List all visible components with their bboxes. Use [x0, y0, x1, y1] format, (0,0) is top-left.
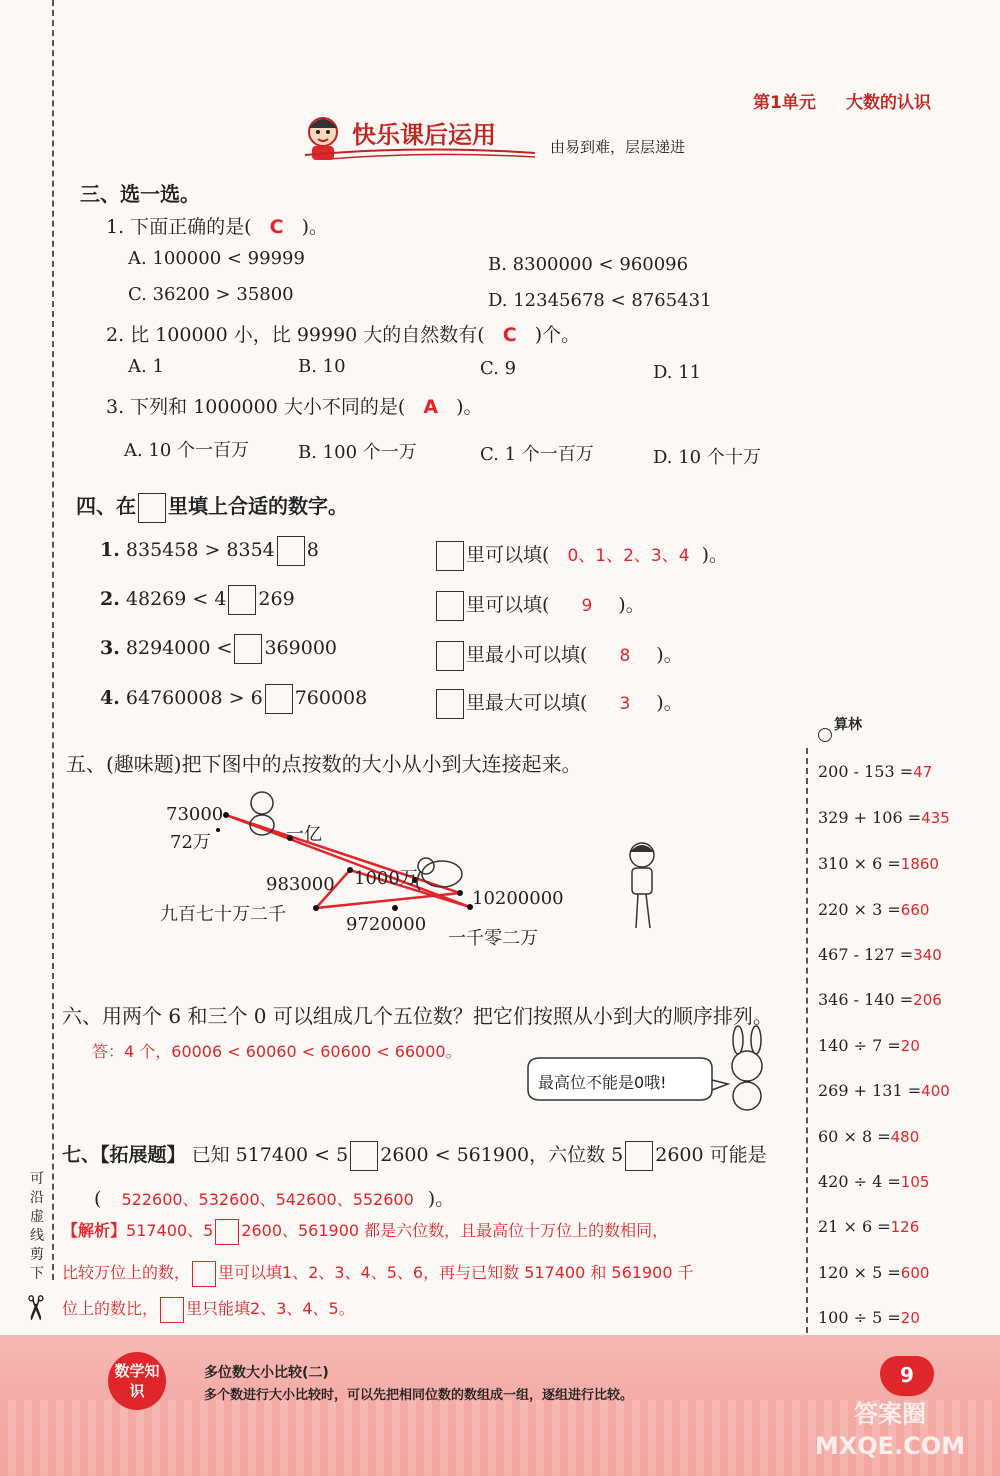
point-label-10200000: 10200000 [472, 888, 564, 909]
s7-paren-close: )。 [427, 1188, 455, 1210]
point-label-9720000: 9720000 [346, 914, 427, 935]
footer-text: 多个数进行大小比较时，可以先把相同位数的数组成一组，逐组进行比较。 [204, 1388, 634, 1403]
calc-answer: 340 [913, 946, 942, 964]
s4-left: 835458 > 8354 [125, 539, 275, 561]
calc-answer: 206 [913, 991, 942, 1009]
calc-answer: 480 [890, 1128, 920, 1146]
calc-row [818, 990, 942, 1009]
s4-hint: 里可以填( [466, 594, 550, 616]
analysis-box [160, 1297, 184, 1323]
calc-question: 310 × 6 = [818, 854, 901, 873]
q3-option-d: D. 10 个十万 [653, 447, 761, 468]
calc-answer: 400 [921, 1082, 950, 1100]
calc-question: 346 - 140 = [818, 990, 914, 1009]
point-label-73000: 73000 [166, 804, 224, 825]
boy-icon [630, 843, 654, 928]
dot-9720000 [392, 905, 398, 911]
section7-title: 七、【拓展题】 [62, 1144, 186, 1166]
calc-row [818, 1127, 919, 1146]
q3-stem-text: 3. 下列和 1000000 大小不同的是( [106, 396, 406, 418]
q2-answer: C [502, 324, 517, 346]
s4-num: 3. [100, 637, 120, 659]
calc-row [818, 762, 932, 781]
calc-answer: 20 [900, 1309, 920, 1327]
analysis-line-3 [62, 1296, 355, 1323]
analysis-line-2 [62, 1260, 694, 1287]
calc-answer: 47 [913, 763, 933, 781]
q2-option-b: B. 10 [298, 356, 346, 377]
dot-72wan [216, 828, 220, 832]
calc-question: 60 × 8 = [818, 1127, 891, 1146]
calc-answer: 660 [900, 901, 930, 919]
analysis-1b: 2600、561900 都是六位数，且最高位十万位上的数相同， [241, 1221, 669, 1240]
unit-title: 大数的认识 [846, 93, 931, 113]
section4-title-post: 里填上合适的数字。 [168, 494, 348, 518]
calc-ring-icon [818, 728, 832, 742]
calc-answer: 600 [900, 1264, 930, 1282]
calc-question: 140 ÷ 7 = [818, 1036, 901, 1055]
dot-73000 [223, 812, 229, 818]
calc-answer: 105 [900, 1173, 930, 1191]
calc-answer: 1860 [900, 855, 939, 873]
analysis-3a: 位上的数比， [62, 1299, 159, 1318]
calc-question: 269 + 131 = [818, 1081, 922, 1100]
q1-option-a: A. 100000 < 99999 [128, 248, 305, 269]
calc-question: 200 - 153 = [818, 762, 914, 781]
scissors-icon: ✂ [14, 1293, 55, 1323]
section6-answer: 答：4 个，60006 < 60060 < 60600 < 66000。 [92, 1042, 462, 1061]
q3-end: )。 [456, 396, 483, 418]
s4-answer: 0、1、2、3、4 [567, 546, 690, 566]
watermark: 答案圈 MXQE.COM [814, 1400, 966, 1460]
calc-title: 算林 [834, 717, 862, 733]
unit-label: 第1单元 [753, 93, 816, 113]
section6-title: 六、用两个 6 和三个 0 可以组成几个五位数？把它们按照从小到大的顺序排列。 [62, 1004, 773, 1028]
analysis-box [215, 1219, 239, 1245]
q3-answer: A [423, 396, 439, 418]
section7-stem1: 已知 517400 < 5 [191, 1144, 349, 1166]
calc-row [818, 945, 942, 964]
section7-answer [94, 1184, 454, 1211]
banner-title: 快乐课后运用 [352, 121, 496, 149]
calc-question: 220 × 3 = [818, 900, 901, 919]
s4-num: 2. [100, 588, 120, 610]
q1-option-b: B. 8300000 < 960096 [488, 254, 689, 275]
s4-hint: 里最小可以填( [466, 644, 588, 666]
q3-option-c: C. 1 个一百万 [480, 444, 594, 465]
calc-answer: 20 [900, 1037, 920, 1055]
calc-row [818, 1081, 950, 1100]
dot-jiubai [313, 905, 319, 911]
calc-question: 329 + 106 = [818, 808, 922, 827]
q2-option-d: D. 11 [653, 362, 702, 383]
calc-question: 21 × 6 = [818, 1217, 891, 1236]
q3-option-b: B. 100 个一万 [298, 442, 417, 463]
s7-blank[interactable] [625, 1141, 653, 1171]
q1-option-d: D. 12345678 < 8765431 [488, 290, 712, 311]
analysis-box [192, 1261, 216, 1287]
point-label-1000wan: 1000万 [354, 868, 418, 889]
q2-option-a: A. 1 [128, 356, 164, 377]
s4-left: 48269 < 4 [125, 588, 227, 610]
s7-paren-open: ( [94, 1188, 102, 1210]
footer-title: 多位数大小比较(二) [204, 1365, 329, 1381]
point-label-yiqian: 一千零二万 [448, 928, 538, 949]
s4-num: 1. [100, 539, 120, 561]
bubble-text: 最高位不能是0哦! [538, 1073, 667, 1092]
q1-stem-text: 1. 下面正确的是( [106, 216, 252, 238]
calc-row [818, 808, 950, 827]
calc-answer: 435 [921, 809, 950, 827]
analysis-2b: 里可以填1、2、3、4、5、6，再与已知数 517400 和 561900 千 [218, 1263, 694, 1282]
calc-row [818, 900, 929, 919]
calc-question: 120 × 5 = [818, 1263, 901, 1282]
s4-end: )。 [701, 544, 728, 566]
s4-right: 760008 [294, 687, 368, 709]
calc-question: 100 ÷ 5 = [818, 1308, 901, 1327]
point-label-jiubai: 九百七十万二千 [160, 904, 286, 925]
section7-stem3: 2600 可能是 [655, 1144, 767, 1166]
s4-end: )。 [656, 644, 683, 666]
section3-title: 三、选一选。 [80, 182, 200, 206]
calc-row [818, 1172, 929, 1191]
banner-subtitle: 由易到难，层层递进 [550, 138, 686, 156]
s4-num: 4. [100, 687, 120, 709]
analysis-3b: 里只能填2、3、4、5。 [186, 1299, 355, 1318]
calc-row [818, 1217, 919, 1236]
q1-answer: C [269, 216, 284, 238]
s4-end: )。 [656, 692, 683, 714]
calc-row [818, 854, 939, 873]
analysis-label: 【解析】 [62, 1221, 127, 1240]
s4-end: )。 [618, 594, 645, 616]
s4-answer: 9 [581, 596, 593, 616]
analysis-line-1 [62, 1218, 668, 1245]
calc-question: 420 ÷ 4 = [818, 1172, 901, 1191]
section5-title: 五、(趣味题)把下图中的点按数的大小从小到大连接起来。 [66, 752, 582, 776]
s4-right: 8 [306, 539, 319, 561]
cut-hint: 可沿虚线剪下 [30, 1171, 44, 1282]
footer-badge: 数学知识 [108, 1352, 166, 1410]
calc-row [818, 1308, 920, 1327]
analysis-2a: 比较万位上的数， [62, 1263, 191, 1282]
s4-hint: 里可以填( [466, 544, 550, 566]
s4-answer: 8 [619, 646, 631, 666]
calc-dashed-line [806, 748, 808, 1333]
point-label-yiyi: 一亿 [286, 824, 322, 845]
section4-title-pre: 四、在 [76, 494, 136, 518]
s4-right: 269 [258, 588, 295, 610]
s4-answer: 3 [619, 694, 631, 714]
q2-option-c: C. 9 [480, 358, 517, 379]
s4-right: 369000 [264, 637, 337, 659]
q1-option-c: C. 36200 > 35800 [128, 284, 294, 305]
point-label-983000: 983000 [266, 874, 335, 895]
analysis-1a: 517400、5 [126, 1221, 214, 1240]
s4-left: 64760008 > 6 [125, 687, 263, 709]
dot-983000 [347, 867, 353, 873]
dot-10200000 [457, 890, 463, 896]
calc-row [818, 1036, 920, 1055]
calc-question: 467 - 127 = [818, 945, 914, 964]
calc-answer: 126 [890, 1218, 920, 1236]
calc-row [818, 1263, 929, 1282]
q3-option-a: A. 10 个一百万 [124, 440, 250, 461]
s4-hint: 里最大可以填( [466, 692, 588, 714]
point-label-72wan: 72万 [170, 832, 211, 853]
bunny-icon [732, 1026, 762, 1110]
page-number-heart: 9 [880, 1356, 934, 1396]
q2-stem-text: 2. 比 100000 小，比 99990 大的自然数有( [106, 324, 485, 346]
s7-answer: 522600、532600、542600、552600 [121, 1190, 414, 1209]
section7-stem2: 2600 < 561900，六位数 5 [380, 1144, 624, 1166]
s7-blank[interactable] [350, 1141, 378, 1171]
s4-left: 8294000 < [125, 637, 233, 659]
q1-end: )。 [301, 216, 329, 238]
q2-end: )个。 [534, 324, 581, 346]
section7-stem [62, 1140, 767, 1171]
